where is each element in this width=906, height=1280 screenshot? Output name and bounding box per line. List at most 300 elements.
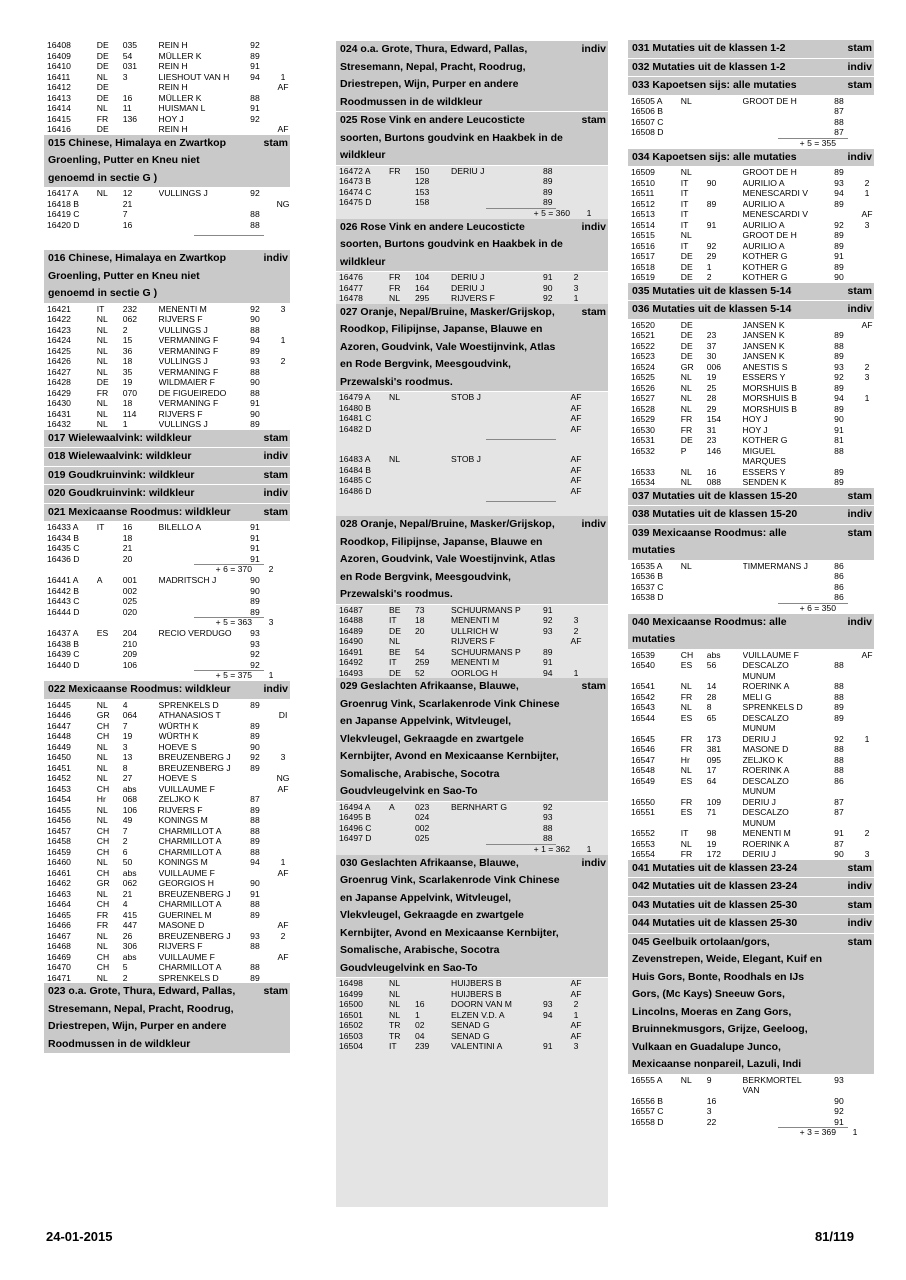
footer-date: 24-01-2015 [46, 1229, 113, 1244]
exhibitor-name [159, 209, 251, 220]
result-row [44, 742, 290, 753]
cage-code: 16 [706, 1095, 717, 1106]
rank-note [860, 456, 874, 467]
rank-note [276, 899, 290, 910]
section-kind: stam [263, 985, 288, 997]
points [543, 1020, 569, 1031]
country: CH [96, 731, 110, 741]
ring-number: 16460 [47, 857, 71, 867]
country: DE [96, 124, 109, 134]
exhibitor-name: MELI G [742, 691, 772, 702]
rank-note: AF [861, 649, 873, 660]
section-header [628, 488, 874, 507]
ring-number: 16409 [47, 50, 71, 61]
points: 89 [834, 351, 844, 361]
rank-note: 3 [864, 372, 870, 382]
points [250, 82, 276, 93]
rank-note [276, 847, 290, 858]
rank-note [276, 388, 290, 399]
result-row [44, 522, 290, 533]
ring-number: 16443 C [47, 596, 80, 606]
result-row [628, 351, 874, 362]
section-kind: indiv [847, 917, 872, 929]
team-total [336, 844, 608, 855]
rank-note [569, 166, 583, 177]
result-row [628, 230, 874, 241]
country: GR [96, 878, 110, 888]
cage-code: 106 [122, 804, 138, 815]
result-row [628, 650, 874, 661]
result-row [628, 446, 874, 457]
points [834, 818, 860, 829]
cage-code: 12 [122, 188, 133, 198]
cage-code: 35 [122, 366, 133, 377]
rank-note [860, 692, 874, 703]
result-row [44, 973, 290, 984]
result-row [336, 999, 608, 1010]
cage-code [415, 403, 451, 414]
cage-code: 19 [122, 731, 133, 741]
cage-code: 25 [706, 382, 717, 393]
ring-number: 16410 [47, 61, 71, 71]
rank-note [276, 586, 290, 597]
rank-note: 2 [573, 999, 579, 1009]
result-row [628, 671, 874, 682]
ring-number: 16547 [631, 754, 655, 765]
result-row [336, 647, 608, 658]
country: ES [680, 807, 693, 817]
ring-number: 16548 [631, 765, 655, 775]
rank-note [276, 51, 290, 62]
team-total [628, 138, 874, 149]
result-row [44, 784, 290, 795]
country: A [389, 801, 395, 812]
rank-note: AF [861, 209, 873, 219]
country: NL [96, 419, 108, 429]
country [681, 786, 707, 797]
points: 81 [834, 435, 844, 445]
section-header [628, 301, 874, 320]
exhibitor-name: DERIU J [742, 849, 776, 859]
section-kind: indiv [847, 615, 872, 628]
points: 91 [834, 251, 844, 261]
rank-note [276, 325, 290, 336]
ring-number: 16493 [339, 667, 363, 678]
country [97, 639, 123, 650]
section-kind: stam [847, 489, 872, 502]
rank-note [860, 582, 874, 593]
ring-number: 16512 [631, 198, 655, 209]
cage-code: 172 [706, 849, 722, 859]
points: 90 [834, 849, 844, 859]
ring-number: 16490 [339, 636, 363, 646]
cage-code: 2 [122, 324, 128, 335]
ring-number: 16526 [631, 382, 655, 393]
result-row [336, 626, 608, 637]
rank-note [276, 721, 290, 732]
result-row [44, 209, 290, 220]
rank-note [860, 818, 874, 829]
rank-note [276, 878, 290, 889]
ring-number: 16486 D [339, 485, 372, 496]
points: 93 [250, 638, 260, 649]
ring-number: 16507 C [631, 116, 664, 127]
rank-note: AF [277, 82, 289, 92]
result-row [44, 868, 290, 879]
country: ES [680, 712, 693, 723]
cage-code: 068 [122, 794, 138, 804]
section-header [628, 525, 874, 561]
rank-note: 1 [573, 1009, 579, 1020]
points [834, 320, 860, 331]
country: NL [680, 95, 692, 106]
result-row [336, 657, 608, 668]
cage-code: 18 [122, 532, 133, 543]
points: 88 [250, 219, 260, 230]
ring-number: 16468 [47, 941, 71, 951]
section-kind: indiv [847, 508, 872, 520]
result-row [44, 710, 290, 721]
cage-code [707, 117, 743, 128]
country: NL [680, 477, 692, 487]
exhibitor-name: MUNUM [742, 786, 776, 796]
points: 93 [834, 177, 844, 188]
rank-note [276, 962, 290, 973]
points: 89 [543, 176, 553, 186]
rank-note [860, 477, 874, 488]
result-row [44, 836, 290, 847]
exhibitor-name [159, 554, 251, 565]
rank-note [276, 314, 290, 325]
rank-note [860, 446, 874, 457]
rank-note [569, 823, 583, 834]
exhibitor-name [159, 607, 251, 618]
rank-note: AF [570, 1030, 582, 1041]
rank-note: 3 [280, 303, 286, 314]
result-row [628, 681, 874, 692]
rank-note: 2 [573, 625, 579, 636]
ring-number: 16422 [47, 314, 71, 324]
ring-number: 16444 D [47, 606, 80, 617]
section-title: 023 o.a. Grote, Thura, Edward, Pallas, Stresemann, Nepal, Pracht, Roodrug, Driestrepen, Wijn, Purper en andere Roodmussen in de wildkleur [48, 985, 236, 1050]
rank-note: 2 [864, 177, 870, 188]
cage-code: 23 [706, 435, 717, 445]
country: NL [96, 335, 108, 345]
rank-note [860, 807, 874, 818]
ring-number: 16475 D [339, 197, 372, 207]
section-title: 036 Mutaties uit de klassen 5-14 [632, 303, 792, 315]
result-row [628, 692, 874, 703]
cage-code: 71 [706, 807, 717, 817]
country: IT [389, 657, 397, 667]
cage-code: 114 [122, 408, 137, 419]
cage-code: 7 [122, 825, 128, 836]
exhibitor-name: MENENTI M [742, 828, 791, 838]
points: 88 [250, 324, 260, 335]
ring-number: 16495 B [339, 812, 372, 822]
points: 87 [834, 796, 844, 807]
exhibitor-name: MASONE D [742, 744, 789, 754]
ring-number: 16517 [631, 251, 655, 261]
points: 88 [834, 95, 844, 106]
points: 91 [834, 1116, 844, 1127]
points: 91 [250, 543, 260, 553]
section-kind: stam [263, 505, 288, 518]
country: NL [96, 398, 108, 408]
exhibitor-name: MORSHUIS B [742, 393, 797, 403]
ring-number: 16533 [631, 466, 655, 477]
points: 90 [834, 1095, 844, 1106]
section-title: 037 Mutaties uit de klassen 15-20 [632, 489, 798, 502]
exhibitor-name: ZELJKO K [158, 794, 200, 804]
country [97, 607, 123, 618]
section-kind: indiv [263, 252, 288, 264]
result-row [44, 847, 290, 858]
ring-number: 16529 [631, 414, 655, 424]
cage-code: 30 [706, 351, 717, 361]
rank-note [276, 533, 290, 544]
result-row [628, 251, 874, 262]
result-row [44, 72, 290, 83]
exhibitor-name: AURILIO A [742, 219, 785, 230]
country [681, 106, 707, 117]
country [681, 592, 707, 603]
country: ES [96, 628, 109, 638]
points: 89 [250, 731, 260, 741]
points: 86 [834, 581, 844, 592]
exhibitor-name: JANSEN K [742, 351, 785, 361]
ring-number [628, 818, 681, 829]
rank-note [276, 639, 290, 650]
cage-code [707, 571, 743, 582]
cage-code: 025 [122, 596, 138, 606]
result-row [44, 889, 290, 900]
cage-code [707, 96, 743, 107]
exhibitor-name: VULLINGS J [158, 419, 208, 429]
ring-number: 16434 B [47, 532, 80, 543]
exhibitor-name: RIJVERS F [451, 293, 495, 303]
rank-note [860, 404, 874, 415]
exhibitor-name: MENESCARDI V [742, 188, 808, 198]
rank-note: AF [570, 402, 582, 413]
exhibitor-name: BREUZENBERG J [158, 930, 231, 941]
country: FR [389, 165, 401, 176]
rank-note [860, 592, 874, 603]
cage-code: 16 [415, 999, 425, 1009]
section-kind: stam [847, 284, 872, 297]
ring-number: 16438 B [47, 638, 80, 649]
ring-number: 16496 C [339, 822, 372, 833]
ring-number: 16464 [47, 899, 71, 909]
result-row [44, 586, 290, 597]
ring-number: 16408 [47, 40, 71, 50]
country [97, 649, 123, 660]
section-title: 040 Mexicaanse Roodmus: alle mutaties [632, 615, 787, 645]
result-row [628, 372, 874, 383]
exhibitor-name [451, 413, 543, 424]
cage-code: 006 [706, 361, 722, 372]
result-row [628, 1106, 874, 1117]
ring-number: 16551 [631, 807, 655, 817]
exhibitor-name: BREUZENBERG J [158, 752, 231, 762]
country: NL [96, 972, 108, 983]
result-row [628, 786, 874, 797]
section-title: 044 Mutaties uit de klassen 25-30 [632, 917, 798, 929]
cage-code: 89 [706, 198, 717, 209]
points: 90 [250, 575, 260, 585]
result-row [628, 199, 874, 210]
result-row [628, 178, 874, 189]
ring-number: 16516 [631, 240, 655, 251]
ring-number: 16537 C [631, 581, 664, 592]
rank-note [276, 731, 290, 742]
ring-number: 16457 [47, 825, 71, 836]
points [250, 710, 276, 721]
rank-note [276, 742, 290, 753]
result-row [628, 127, 874, 138]
rank-note [860, 681, 874, 692]
result-row [628, 106, 874, 117]
points [250, 920, 276, 931]
points [250, 868, 276, 879]
ring-number: 16471 [47, 972, 71, 983]
points [543, 475, 569, 486]
ring-number: 16477 [339, 282, 363, 293]
section-title: 024 o.a. Grote, Thura, Edward, Pallas, Stresemann, Nepal, Pracht, Roodrug, Driestrepen, Wijn, Purper en andere Roodmussen in de wildkleur [340, 43, 528, 108]
rank-note [276, 575, 290, 586]
exhibitor-name [159, 199, 251, 210]
country [97, 554, 123, 565]
cage-code: 73 [415, 604, 425, 615]
result-row [336, 1010, 608, 1021]
country: BE [389, 646, 401, 657]
exhibitor-name: DE FIGUEIREDO [158, 387, 227, 398]
points [250, 952, 276, 963]
rank-note [569, 833, 583, 844]
points: 88 [834, 744, 844, 754]
cage-code: 11 [122, 103, 132, 113]
points [834, 650, 860, 661]
rank-note: 1 [573, 293, 579, 303]
ring-number: 16439 C [47, 649, 80, 659]
cage-code: 52 [415, 667, 425, 678]
result-row [628, 849, 874, 860]
result-row [44, 639, 290, 650]
cage-code [415, 978, 451, 989]
ring-number: 16466 [47, 920, 71, 930]
rank-note [860, 723, 874, 734]
country: FR [680, 849, 693, 859]
section-header [44, 467, 290, 486]
section-title: 025 Rose Vink en andere Leucosticte soorten, Burtons goudvink en Haakbek in de wildkleur [340, 114, 563, 161]
rank-note: 1 [280, 857, 286, 867]
country: IT [680, 219, 689, 230]
section-kind: indiv [263, 683, 288, 695]
team-total [44, 617, 290, 628]
country [97, 596, 123, 607]
rank-note: AF [277, 124, 289, 134]
result-row [336, 978, 608, 989]
country [681, 127, 707, 138]
cage-code: 2 [122, 836, 128, 846]
cage-code: 295 [415, 293, 430, 303]
ring-number: 16531 [631, 435, 655, 445]
cage-code: abs [122, 783, 137, 794]
ring-number: 16441 A [47, 575, 79, 585]
points [543, 403, 569, 414]
rank-note [276, 910, 290, 921]
points: 91 [250, 61, 260, 71]
ring-number: 16501 [339, 1009, 363, 1020]
result-row [44, 752, 290, 763]
points: 92 [834, 1106, 844, 1116]
section-title: 020 Goudkruinvink: wildkleur [48, 487, 195, 499]
points: 89 [250, 606, 260, 617]
country: NL [680, 230, 692, 240]
cage-code: 062 [122, 314, 138, 324]
cage-code: 16 [122, 522, 133, 532]
ring-number: 16448 [47, 731, 71, 741]
exhibitor-name: STOB J [451, 454, 481, 464]
country: CH [96, 899, 110, 909]
ring-number: 16483 A [339, 454, 371, 464]
exhibitor-name [743, 117, 835, 128]
exhibitor-name: RECIO VERDUGO [158, 628, 232, 638]
exhibitor-name: MÜLLER K [158, 50, 202, 61]
ring-number: 16424 [47, 335, 71, 345]
country: P [680, 445, 687, 456]
points: 86 [834, 775, 844, 786]
ring-number: 16412 [47, 82, 71, 92]
ring-number: 16542 [631, 691, 655, 702]
exhibitor-name: WÜRTH K [158, 731, 199, 741]
rank-note: NG [276, 773, 290, 783]
section-kind: indiv [263, 450, 288, 462]
rank-note [860, 230, 874, 241]
exhibitor-name: DERIU J [451, 272, 485, 282]
country: NL [96, 188, 108, 198]
country [681, 117, 707, 128]
rank-note [276, 649, 290, 660]
rank-note [860, 839, 874, 850]
cage-code: 19 [706, 372, 717, 382]
exhibitor-name: JANSEN K [742, 319, 785, 330]
country [389, 413, 415, 424]
result-row [44, 51, 290, 62]
rank-note: AF [570, 978, 582, 988]
ring-number: 16440 D [47, 659, 80, 670]
exhibitor-name [159, 220, 251, 231]
country: NL [680, 393, 692, 403]
ring-number: 16500 [339, 999, 363, 1009]
ring-number [628, 723, 681, 734]
points [543, 392, 569, 403]
country [97, 543, 123, 554]
country: DE [680, 261, 693, 272]
rank-note: 3 [573, 615, 579, 625]
rank-note: 2 [280, 930, 286, 941]
cage-code: 7 [122, 209, 128, 219]
result-row [336, 403, 608, 414]
exhibitor-name: RIJVERS F [158, 408, 203, 419]
ring-number: 16442 B [47, 585, 80, 596]
result-row [628, 1085, 874, 1096]
cage-code: 415 [122, 909, 138, 920]
rank-note [860, 425, 874, 436]
country: NL [96, 366, 108, 377]
country: NL [96, 324, 108, 335]
ring-number: 16423 [47, 324, 71, 335]
